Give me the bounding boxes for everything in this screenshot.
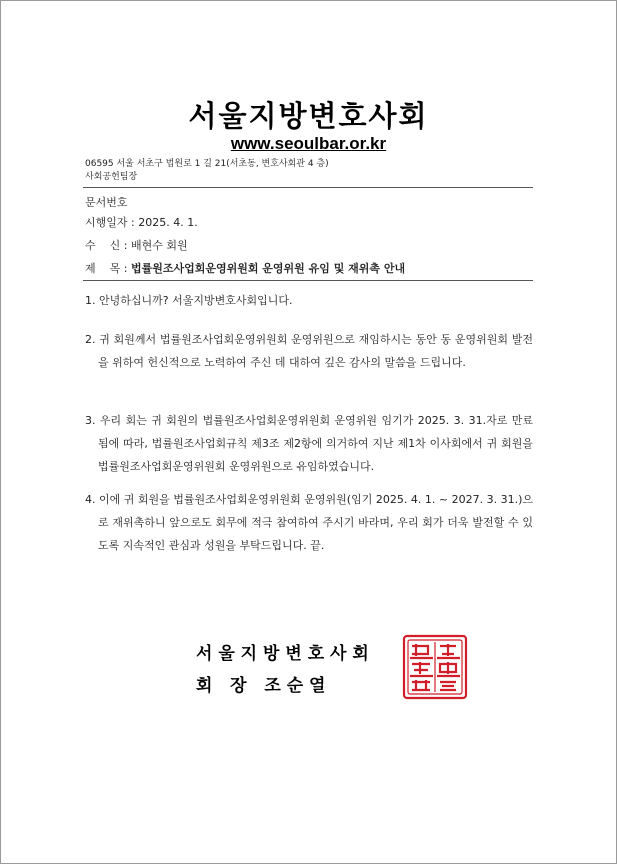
body-paragraph-2 bbox=[85, 328, 533, 374]
divider-top bbox=[83, 187, 533, 188]
subject-label: 제 목 bbox=[85, 262, 121, 275]
recipient-colon: : bbox=[123, 239, 128, 252]
recipient-value: 배현수 회원 bbox=[130, 239, 188, 252]
official-seal-icon bbox=[402, 634, 468, 700]
doc-number-label: 문서번호 bbox=[85, 196, 128, 209]
letterhead-title: 서울지방변호사회 bbox=[188, 99, 429, 133]
letterhead-url[interactable]: www.seoulbar.or.kr bbox=[230, 134, 387, 153]
subject-value: 법률원조사업회운영위원회 운영위원 유임 및 재위촉 안내 bbox=[130, 262, 406, 275]
signature-name: 회 장 조 순 열 bbox=[196, 676, 326, 696]
paragraph-text: 2. 귀 회원께서 법률원조사업회운영위원회 운영위원으로 재임하시는 동안 동 운영위원회 발전을 위하여 헌신적으로 노력하여 주신 데 대하여 깊은 감사의 말씀을 드립니다. bbox=[85, 333, 533, 369]
date-label: 시행일자 bbox=[85, 216, 128, 229]
paragraph-text: 1. 안녕하십니까? 서울지방변호사회입니다. bbox=[85, 294, 293, 307]
date-row bbox=[85, 214, 198, 230]
paragraph-text: 4. 이에 귀 회원을 법률원조사업회운영위원회 운영위원(임기 2025. 4. 1. ~ 2027. 3. 31.)으로 재위촉하니 앞으로도 회무에 적극 참여하여 주시기 바라며, 우리 회가 더욱 발전할 수 있도록 지속적인 관심과 성원을 부탁드립니다. 끝. bbox=[85, 493, 533, 552]
paragraph-text: 3. 우리 회는 귀 회원의 법률원조사업회운영위원회 운영위원 임기가 2025. 3. 31.자로 만료됨에 따라, 법률원조사업회규칙 제3조 제2항에 의거하여 지난 제1차 이사회에서 귀 회원을 법률원조사업회운영위원회 운영위원으로 유임하였습니다. bbox=[85, 414, 533, 473]
divider-bottom bbox=[83, 280, 533, 281]
subject-colon: : bbox=[123, 262, 128, 275]
letterhead-department: 사회공헌팀장 bbox=[85, 172, 138, 182]
body-paragraph-4 bbox=[85, 488, 533, 557]
subject-row bbox=[85, 260, 405, 276]
body-paragraph-3 bbox=[85, 409, 533, 478]
body-paragraph-1 bbox=[85, 289, 533, 312]
date-colon: : bbox=[131, 216, 135, 229]
recipient-row bbox=[85, 237, 188, 253]
letterhead-address: 06595 서울 서초구 법원로 1 길 21(서초동, 변호사회관 4 층) bbox=[85, 159, 329, 169]
doc-number-row bbox=[85, 194, 128, 210]
date-value: 2025. 4. 1. bbox=[138, 216, 198, 229]
signature-org: 서 울 지 방 변 호 사 회 bbox=[196, 644, 369, 664]
recipient-label: 수 신 bbox=[85, 239, 121, 252]
